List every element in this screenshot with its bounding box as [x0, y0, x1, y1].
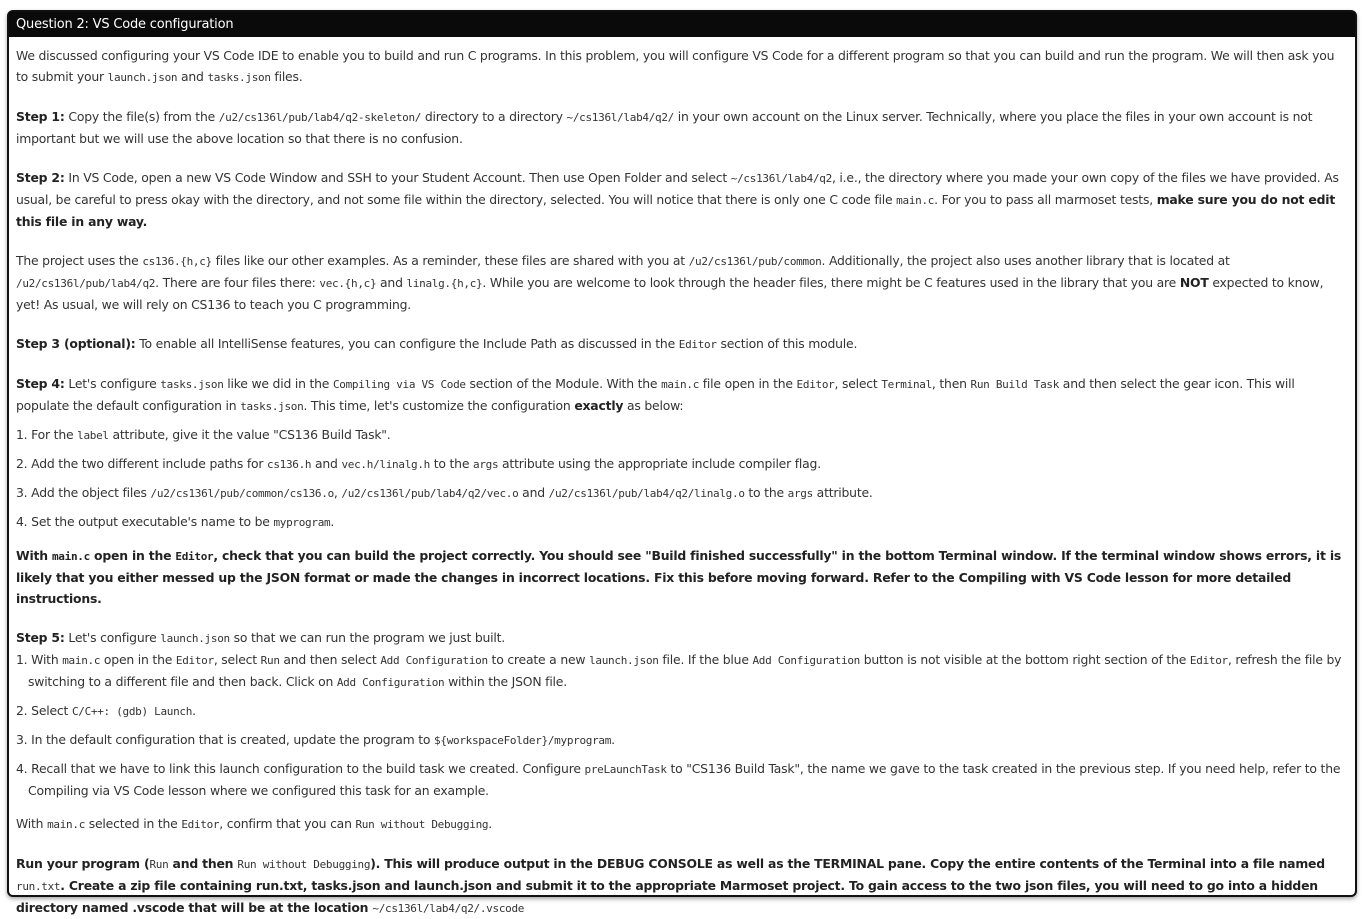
step5-list: [16, 649, 1347, 801]
project-paragraph: The project uses the cs136.{h,c} files like our other examples. As a reminder, these files are shared with you at /u2/cs136l/pub/common. Additionally, the project also uses another library that is located at /u2/cs136l/pub/lab4/q2. There are four files there: vec.{h,c} and linalg.{h,c}. While you are welcome to look through the header files, there might be C features used in the library that you are NOT expected to know, yet! As usual, we will rely on CS136 to teach you C programming.: [16, 253, 1324, 312]
list-item: 1. With main.c open in the Editor, select Run and then select Add Configuration to create a new launch.json file. If the blue Add Configuration button is not visible at the bottom right section of the Editor, refresh the file by switching to a different file and then back. Click on Add Configuration within the JSON file.: [16, 652, 1342, 689]
build-check-paragraph: With main.c open in the Editor, check that you can build the project correctly. You should see "Build finished successfully" in the bottom Terminal window. If the terminal window shows errors, it is likely that you either messed up the JSON format or made the changes in incorrect locations. Fix this before moving forward. Refer to the Compiling with VS Code lesson for more detailed instructions.: [16, 548, 1342, 606]
question-panel: [7, 10, 1357, 915]
list-item: 3. In the default configuration that is created, update the program to ${workspaceFolder}/myprogram.: [16, 732, 615, 747]
list-item: 4. Set the output executable's name to be myprogram.: [16, 514, 335, 529]
list-item: 4. Recall that we have to link this launch configuration to the build task we created. Configure preLaunchTask to "CS136 Build Task", the name we gave to the task created in the previous step. If you need help, refer to the Compiling via VS Code lesson where we configured this task for an example.: [16, 761, 1341, 798]
confirm-paragraph: With main.c selected in the Editor, confirm that you can Run without Debugging.: [16, 816, 492, 831]
step1-paragraph: Step 1: Copy the file(s) from the /u2/cs136l/pub/lab4/q2-skeleton/ directory to a directory ~/cs136l/lab4/q2/ in your own account on the Linux server. Technically, where you place the files in your own account is not important but we will use the above location so that there is no confusion.: [16, 109, 1313, 146]
final-instructions-paragraph: Run your program (Run and then Run without Debugging). This will produce output in the DEBUG CONSOLE as well as the TERMINAL pane. Copy the entire contents of the Terminal into a file named run.txt. Create a zip file containing run.txt, tasks.json and launch.json and submit it to the appropriate Marmoset project. To gain access to the two json files, you will need to go into a hidden directory named .vscode that will be at the location ~/cs136l/lab4/q2/.vscode: [16, 856, 1325, 915]
question-body: [9, 37, 1355, 919]
intro-paragraph: We discussed configuring your VS Code IDE to enable you to build and run C programs. In this problem, you will configure VS Code for a different program so that you can build and run the program. We will then ask you to submit your launch.json and tasks.json files.: [16, 48, 1335, 84]
list-item: 2. Select C/C++: (gdb) Launch.: [16, 703, 196, 718]
step2-paragraph: Step 2: In VS Code, open a new VS Code Window and SSH to your Student Account. Then use Open Folder and select ~/cs136l/lab4/q2, i.e., the directory where you made your own copy of the files we have provided. As usual, be careful to press okay with the directory, and not some file within the directory, selected. You will notice that there is only one C code file main.c. For you to pass all marmoset tests, make sure you do not edit this file in any way.: [16, 170, 1339, 229]
step5-paragraph: Step 5: Let's configure launch.json so that we can run the program we just built.: [16, 630, 506, 645]
panel-title: Question 2: VS Code configuration: [9, 12, 1355, 37]
list-item: 3. Add the object files /u2/cs136l/pub/common/cs136.o, /u2/cs136l/pub/lab4/q2/vec.o and /u2/cs136l/pub/lab4/q2/linalg.o to the args attribute.: [16, 485, 873, 500]
step4-list: [16, 424, 1347, 533]
list-item: 2. Add the two different include paths for cs136.h and vec.h/linalg.h to the args attribute using the appropriate include compiler flag.: [16, 456, 821, 471]
step3-paragraph: Step 3 (optional): To enable all IntelliSense features, you can configure the Include Path as discussed in the Editor section of this module.: [16, 336, 858, 351]
list-item: 1. For the label attribute, give it the value "CS136 Build Task".: [16, 427, 391, 442]
step4-paragraph: Step 4: Let's configure tasks.json like we did in the Compiling via VS Code section of the Module. With the main.c file open in the Editor, select Terminal, then Run Build Task and then select the gear icon. This will populate the default configuration in tasks.json. This time, let's customize the configuration exactly as below:: [16, 376, 1295, 413]
